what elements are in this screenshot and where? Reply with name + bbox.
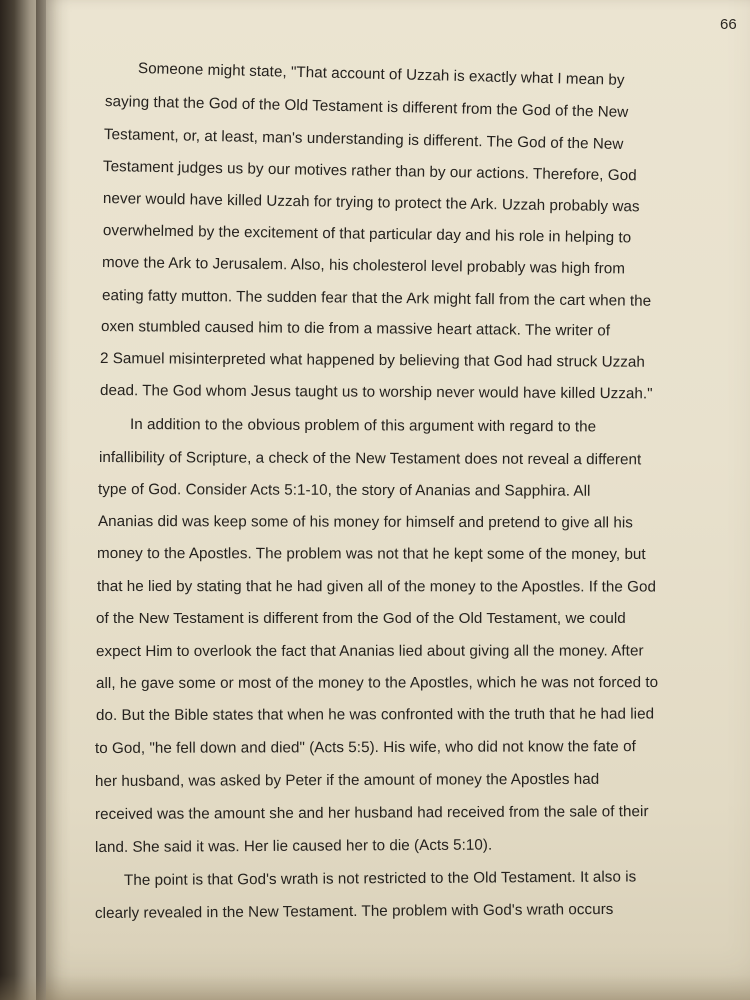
text-line-23: her husband, was asked by Peter if the amount of money the Apostles had — [94, 770, 600, 790]
text-line-14: type of God. Consider Acts 5:1-10, the story of Ananias and Sapphira. All — [97, 481, 591, 500]
page-bottom-shadow — [0, 975, 750, 1000]
text-line-1: Someone might state, "That account of Uzzah is exactly what I mean by — [137, 60, 625, 89]
text-line-13: infallibility of Scripture, a check of the New Testament does not reveal a different — [98, 449, 642, 469]
text-line-21: do. But the Bible states that when he was confronted with the truth that he had lied — [95, 705, 655, 724]
page-number: 66 — [720, 16, 737, 33]
text-line-8: eating fatty mutton. The sudden fear that the Ark might fall from the cart when the — [101, 287, 652, 310]
text-line-11: dead. The God whom Jesus taught us to worship never would have killed Uzzah." — [99, 382, 653, 403]
text-line-15: Ananias did was keep some of his money for himself and pretend to give all his — [97, 513, 633, 532]
text-line-10: 2 Samuel misinterpreted what happened by believing that God had struck Uzzah — [99, 350, 646, 371]
text-line-22: to God, "he fell down and died" (Acts 5:5). His wife, who did not know the fate of — [94, 738, 636, 757]
text-line-7: move the Ark to Jerusalem. Also, his cholesterol level probably was high from — [101, 254, 626, 278]
text-line-17: that he lied by stating that he had given all of the money to the Apostles. If the God — [96, 578, 657, 596]
text-line-20: all, he gave some or most of the money to the Apostles, which he was not forced to — [95, 674, 659, 692]
text-line-16: money to the Apostles. The problem was not that he kept some of the money, but — [96, 545, 646, 563]
text-line-24: received was the amount she and her husband had received from the sale of their — [94, 803, 649, 823]
text-line-4: Testament judges us by our motives rather than by our actions. Therefore, God — [102, 158, 637, 185]
text-line-27: clearly revealed in the New Testament. The problem with God's wrath occurs — [94, 900, 614, 922]
text-line-6: overwhelmed by the excitement of that particular day and his role in helping to — [102, 222, 632, 247]
text-line-2: saying that the God of the Old Testament is different from the God of the New — [104, 93, 629, 121]
text-line-3: Testament, or, at least, man's understanding is different. The God of the New — [103, 126, 624, 153]
book-page — [46, 0, 750, 1000]
text-line-25: land. She said it was. Her lie caused her to die (Acts 5:10). — [94, 836, 493, 856]
text-line-12: In addition to the obvious problem of this argument with regard to the — [129, 416, 597, 436]
text-line-18: of the New Testament is different from the God of the Old Testament, we could — [96, 610, 626, 627]
text-line-19: expect Him to overlook the fact that Ananias lied about giving all the money. After — [95, 642, 644, 660]
text-line-9: oxen stumbled caused him to die from a massive heart attack. The writer of — [100, 318, 611, 340]
text-line-5: never would have killed Uzzah for trying to protect the Ark. Uzzah probably was — [102, 190, 640, 216]
text-line-26: The point is that God's wrath is not restricted to the Old Testament. It also is — [123, 868, 637, 889]
